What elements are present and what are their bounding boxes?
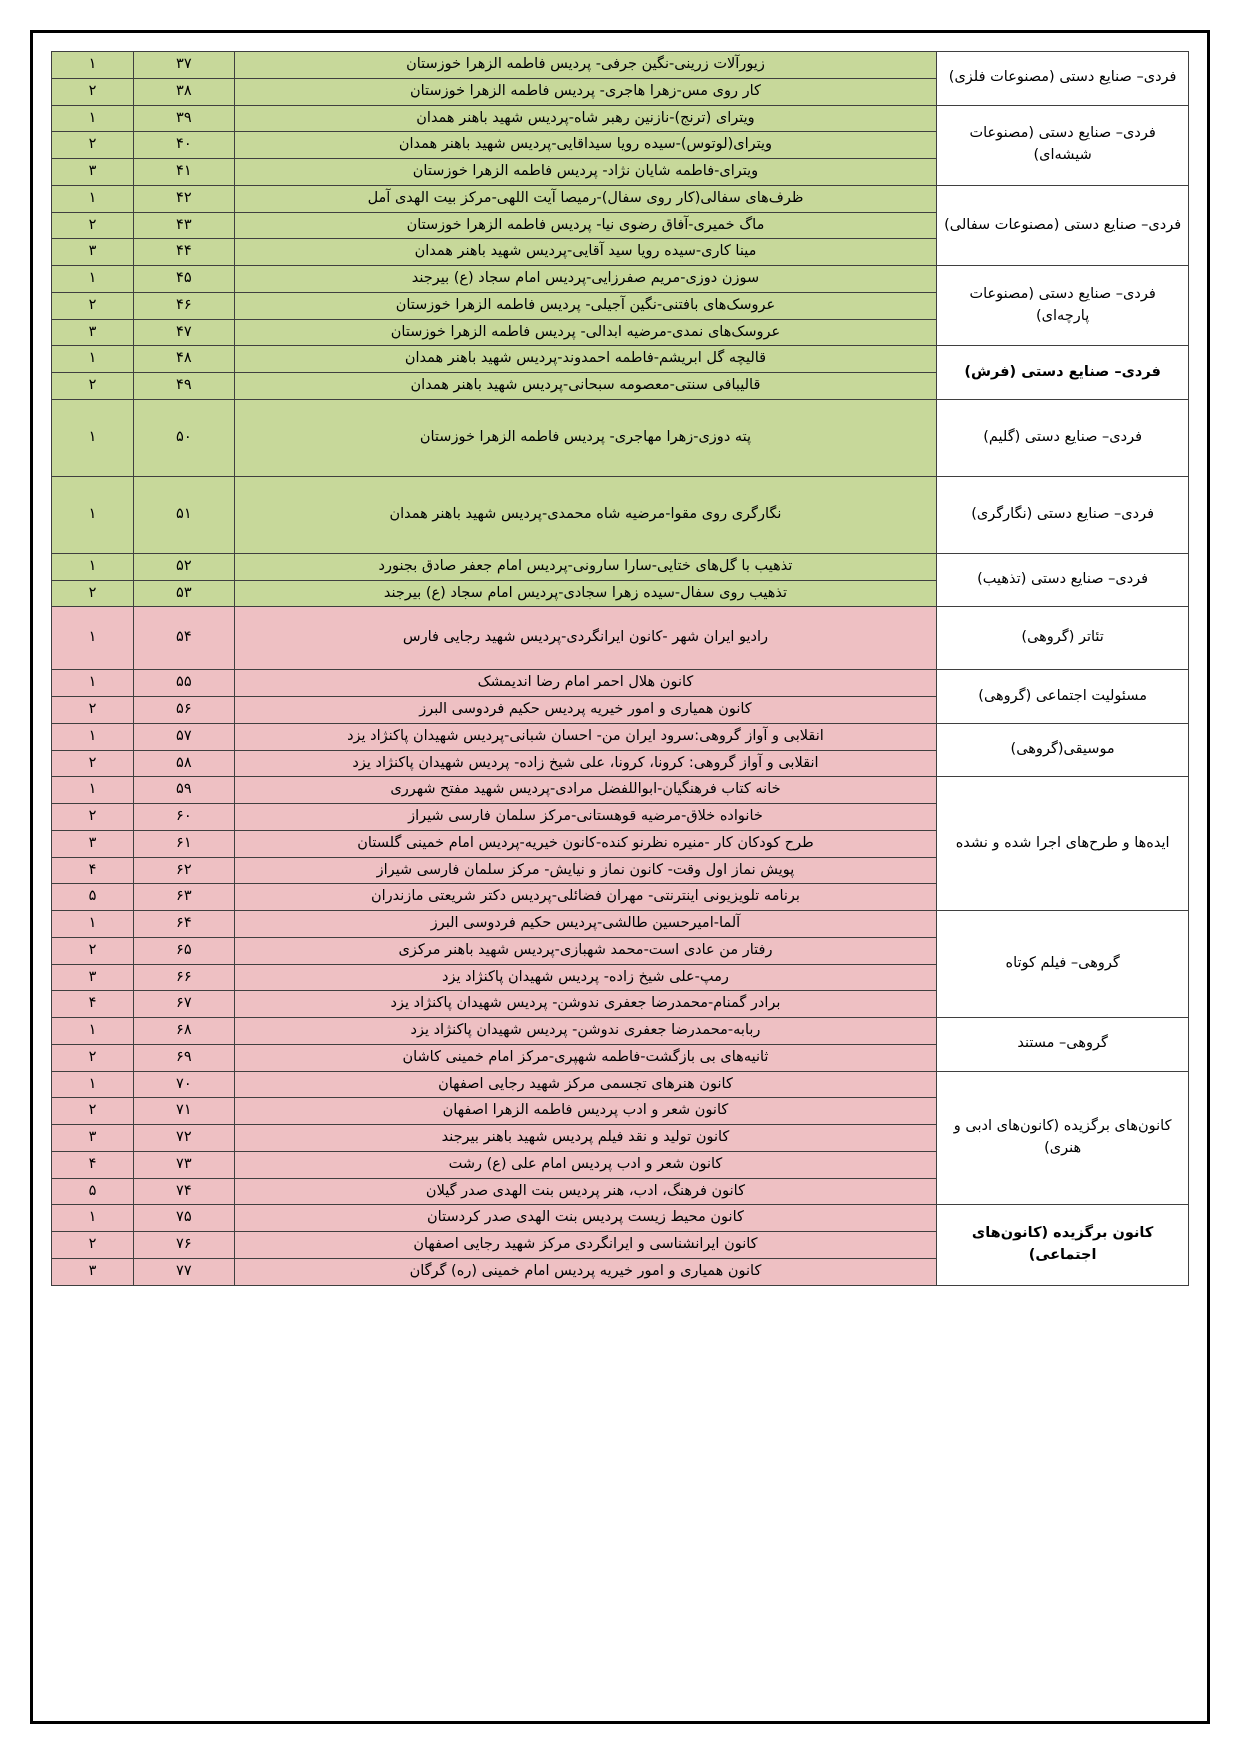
entry-index-cell: ۱ [52, 52, 134, 79]
entry-title-cell: عروسک‌های نمدی-مرضیه ابدالی- پردیس فاطمه الزهرا خوزستان [234, 319, 937, 346]
entry-index-cell: ۱ [52, 1205, 134, 1232]
entry-number-cell: ۷۲ [134, 1125, 235, 1152]
entry-number-cell: ۶۶ [134, 964, 235, 991]
entry-number-cell: ۴۷ [134, 319, 235, 346]
table-row [52, 185, 1189, 212]
entry-number-cell: ۵۴ [134, 607, 235, 670]
entry-index-cell: ۲ [52, 804, 134, 831]
table-row [52, 911, 1189, 938]
entry-title-cell: کانون همیاری و امور خیریه پردیس حکیم فردوسی البرز [234, 697, 937, 724]
table-row [52, 670, 1189, 697]
table-row [52, 607, 1189, 670]
entry-title-cell: رفتار من عادی است-محمد شهبازی-پردیس شهید باهنر مرکزی [234, 937, 937, 964]
entry-index-cell: ۴ [52, 857, 134, 884]
table-row [52, 723, 1189, 750]
entry-number-cell: ۴۰ [134, 132, 235, 159]
entry-number-cell: ۶۵ [134, 937, 235, 964]
table-body [52, 52, 1189, 1286]
entry-number-cell: ۵۵ [134, 670, 235, 697]
entry-index-cell: ۲ [52, 937, 134, 964]
entry-title-cell: خانواده خلاق-مرضیه قوهستانی-مرکز سلمان فارسی شیراز [234, 804, 937, 831]
entry-title-cell: کانون هنرهای تجسمی مرکز شهید رجایی اصفهان [234, 1071, 937, 1098]
table-row [52, 52, 1189, 79]
entry-title-cell: نگارگری روی مقوا-مرضیه شاه محمدی-پردیس شهید باهنر همدان [234, 476, 937, 553]
entry-title-cell: برادر گمنام-محمدرضا جعفری ندوشن- پردیس شهیدان پاکنژاد یزد [234, 991, 937, 1018]
entry-index-cell: ۱ [52, 476, 134, 553]
entry-index-cell: ۳ [52, 1258, 134, 1285]
entry-number-cell: ۶۳ [134, 884, 235, 911]
entry-index-cell: ۱ [52, 346, 134, 373]
entry-title-cell: کانون فرهنگ، ادب، هنر پردیس بنت الهدی صدر گیلان [234, 1178, 937, 1205]
entry-title-cell: قالیچه گل ابریشم-فاطمه احمدوند-پردیس شهید باهنر همدان [234, 346, 937, 373]
category-cell: فردی– صنایع دستی (فرش) [937, 346, 1189, 400]
entry-title-cell: کانون محیط زیست پردیس بنت الهدی صدر کردستان [234, 1205, 937, 1232]
table-row [52, 346, 1189, 373]
entry-index-cell: ۲ [52, 212, 134, 239]
entry-number-cell: ۵۰ [134, 399, 235, 476]
entry-title-cell: طرح کودکان کار -منیره نظرنو کنده-کانون خیریه-پردیس امام خمینی گلستان [234, 830, 937, 857]
entry-title-cell: انقلابی و آواز گروهی:سرود ایران من- احسان شبانی-پردیس شهیدان پاکنژاد یزد [234, 723, 937, 750]
entry-index-cell: ۱ [52, 1071, 134, 1098]
table-row [52, 266, 1189, 293]
category-cell: گروهی– مستند [937, 1018, 1189, 1072]
entry-title-cell: ویترای (ترنج)-نازنین رهبر شاه-پردیس شهید باهنر همدان [234, 105, 937, 132]
entry-index-cell: ۱ [52, 266, 134, 293]
entry-title-cell: خانه کتاب فرهنگیان-ابواللفضل مرادی-پردیس شهید مفتح شهرری [234, 777, 937, 804]
page-frame [30, 30, 1210, 1724]
entry-number-cell: ۶۹ [134, 1044, 235, 1071]
category-cell: فردی– صنایع دستی (مصنوعات فلزی) [937, 52, 1189, 106]
entry-title-cell: سوزن دوزی-مریم صفرزایی-پردیس امام سجاد (ع) بیرجند [234, 266, 937, 293]
entry-number-cell: ۶۷ [134, 991, 235, 1018]
entry-number-cell: ۵۶ [134, 697, 235, 724]
entry-title-cell: تذهیب روی سفال-سیده زهرا سجادی-پردیس امام سجاد (ع) بیرجند [234, 580, 937, 607]
entry-number-cell: ۳۸ [134, 78, 235, 105]
entry-index-cell: ۲ [52, 373, 134, 400]
category-cell: گروهی– فیلم کوتاه [937, 911, 1189, 1018]
entry-title-cell: انقلابی و آواز گروهی: کرونا، کرونا، علی شیخ زاده- پردیس شهیدان پاکنژاد یزد [234, 750, 937, 777]
entry-index-cell: ۱ [52, 670, 134, 697]
entry-title-cell: کار روی مس-زهرا هاجری- پردیس فاطمه الزهرا خوزستان [234, 78, 937, 105]
entry-index-cell: ۲ [52, 1232, 134, 1259]
entry-number-cell: ۶۴ [134, 911, 235, 938]
entry-number-cell: ۶۲ [134, 857, 235, 884]
entry-title-cell: رادیو ایران شهر -کانون ایرانگردی-پردیس شهید رجایی فارس [234, 607, 937, 670]
entry-index-cell: ۴ [52, 991, 134, 1018]
entry-title-cell: کانون همیاری و امور خیریه پردیس امام خمینی (ره) گرگان [234, 1258, 937, 1285]
entry-index-cell: ۳ [52, 964, 134, 991]
entry-index-cell: ۲ [52, 1098, 134, 1125]
entry-index-cell: ۲ [52, 750, 134, 777]
entry-number-cell: ۶۰ [134, 804, 235, 831]
entry-index-cell: ۲ [52, 132, 134, 159]
entry-title-cell: قالیبافی سنتی-معصومه سبحانی-پردیس شهید باهنر همدان [234, 373, 937, 400]
entry-index-cell: ۱ [52, 777, 134, 804]
entry-title-cell: ویترای(لوتوس)-سیده رویا سیداقایی-پردیس شهید باهنر همدان [234, 132, 937, 159]
entry-index-cell: ۱ [52, 185, 134, 212]
entry-title-cell: کانون تولید و نقد فیلم پردیس شهید باهنر بیرجند [234, 1125, 937, 1152]
category-cell: تئاتر (گروهی) [937, 607, 1189, 670]
category-cell: فردی– صنایع دستی (تذهیب) [937, 553, 1189, 607]
category-cell: موسیقی(گروهی) [937, 723, 1189, 777]
category-cell: مسئولیت اجتماعی (گروهی) [937, 670, 1189, 724]
entry-index-cell: ۱ [52, 1018, 134, 1045]
category-cell: فردی– صنایع دستی (مصنوعات پارچه‌ای) [937, 266, 1189, 346]
table-row [52, 105, 1189, 132]
entry-title-cell: کانون هلال احمر امام رضا اندیمشک [234, 670, 937, 697]
entry-number-cell: ۷۵ [134, 1205, 235, 1232]
entry-number-cell: ۴۶ [134, 292, 235, 319]
table-row [52, 777, 1189, 804]
entry-number-cell: ۴۸ [134, 346, 235, 373]
table-row [52, 553, 1189, 580]
entry-index-cell: ۳ [52, 830, 134, 857]
entry-number-cell: ۵۱ [134, 476, 235, 553]
entry-title-cell: رمپ-علی شیخ زاده- پردیس شهیدان پاکنژاد یزد [234, 964, 937, 991]
table-row [52, 1018, 1189, 1045]
entry-number-cell: ۴۵ [134, 266, 235, 293]
entry-index-cell: ۵ [52, 884, 134, 911]
entry-title-cell: پته دوزی-زهرا مهاجری- پردیس فاطمه الزهرا خوزستان [234, 399, 937, 476]
entry-index-cell: ۳ [52, 159, 134, 186]
category-cell: کانون برگزیده (کانون‌های اجتماعی) [937, 1205, 1189, 1285]
entry-title-cell: مینا کاری-سیده رویا سید آقایی-پردیس شهید باهنر همدان [234, 239, 937, 266]
entry-number-cell: ۶۱ [134, 830, 235, 857]
entry-index-cell: ۲ [52, 580, 134, 607]
entry-number-cell: ۷۶ [134, 1232, 235, 1259]
entry-number-cell: ۶۸ [134, 1018, 235, 1045]
entry-number-cell: ۵۳ [134, 580, 235, 607]
entry-index-cell: ۱ [52, 607, 134, 670]
entry-title-cell: برنامه تلویزیونی اینترنتی- مهران فضائلی-پردیس دکتر شریعتی مازندران [234, 884, 937, 911]
entry-title-cell: ماگ خمیری-آفاق رضوی نیا- پردیس فاطمه الزهرا خوزستان [234, 212, 937, 239]
entry-number-cell: ۴۲ [134, 185, 235, 212]
category-cell: فردی– صنایع دستی (مصنوعات سفالی) [937, 185, 1189, 265]
category-cell: فردی– صنایع دستی (مصنوعات شیشه‌ای) [937, 105, 1189, 185]
entry-number-cell: ۴۱ [134, 159, 235, 186]
entry-title-cell: ویترای-فاطمه شایان نژاد- پردیس فاطمه الزهرا خوزستان [234, 159, 937, 186]
entry-index-cell: ۱ [52, 553, 134, 580]
entry-title-cell: ثانیه‌های بی بازگشت-فاطمه شهپری-مرکز امام خمینی کاشان [234, 1044, 937, 1071]
entry-number-cell: ۵۲ [134, 553, 235, 580]
entry-index-cell: ۳ [52, 319, 134, 346]
entry-title-cell: عروسک‌های بافتنی-نگین آجیلی- پردیس فاطمه الزهرا خوزستان [234, 292, 937, 319]
entry-index-cell: ۱ [52, 399, 134, 476]
entry-title-cell: زیورآلات زرینی-نگین جرفی- پردیس فاطمه الزهرا خوزستان [234, 52, 937, 79]
entry-number-cell: ۵۷ [134, 723, 235, 750]
table-row [52, 476, 1189, 553]
entry-number-cell: ۴۳ [134, 212, 235, 239]
entry-index-cell: ۵ [52, 1178, 134, 1205]
results-table [51, 51, 1189, 1286]
entry-index-cell: ۲ [52, 78, 134, 105]
entry-number-cell: ۷۳ [134, 1151, 235, 1178]
entry-number-cell: ۷۷ [134, 1258, 235, 1285]
entry-title-cell: تذهیب با گل‌های ختایی-سارا سارونی-پردیس امام جعفر صادق بجنورد [234, 553, 937, 580]
category-cell: فردی– صنایع دستی (گلیم) [937, 399, 1189, 476]
entry-title-cell: کانون ایرانشناسی و ایرانگردی مرکز شهید رجایی اصفهان [234, 1232, 937, 1259]
entry-index-cell: ۴ [52, 1151, 134, 1178]
entry-number-cell: ۴۹ [134, 373, 235, 400]
entry-number-cell: ۳۹ [134, 105, 235, 132]
entry-index-cell: ۲ [52, 292, 134, 319]
entry-index-cell: ۱ [52, 105, 134, 132]
entry-index-cell: ۲ [52, 1044, 134, 1071]
entry-number-cell: ۷۴ [134, 1178, 235, 1205]
entry-index-cell: ۱ [52, 723, 134, 750]
entry-number-cell: ۷۱ [134, 1098, 235, 1125]
category-cell: ایده‌ها و طرح‌های اجرا شده و نشده [937, 777, 1189, 911]
table-row [52, 399, 1189, 476]
entry-title-cell: ظرف‌های سفالی(کار روی سفال)-رمیصا آیت اللهی-مرکز بیت الهدی آمل [234, 185, 937, 212]
entry-number-cell: ۵۸ [134, 750, 235, 777]
entry-number-cell: ۵۹ [134, 777, 235, 804]
table-row [52, 1071, 1189, 1098]
entry-index-cell: ۱ [52, 911, 134, 938]
entry-title-cell: آلما-امیرحسین طالشی-پردیس حکیم فردوسی البرز [234, 911, 937, 938]
entry-number-cell: ۳۷ [134, 52, 235, 79]
entry-index-cell: ۳ [52, 1125, 134, 1152]
category-cell: فردی– صنایع دستی (نگارگری) [937, 476, 1189, 553]
category-cell: کانون‌های برگزیده (کانون‌های ادبی و هنری) [937, 1071, 1189, 1205]
entry-number-cell: ۷۰ [134, 1071, 235, 1098]
entry-index-cell: ۳ [52, 239, 134, 266]
entry-title-cell: کانون شعر و ادب پردیس امام علی (ع) رشت [234, 1151, 937, 1178]
table-row [52, 1205, 1189, 1232]
entry-title-cell: ربابه-محمدرضا جعفری ندوشن- پردیس شهیدان پاکنژاد یزد [234, 1018, 937, 1045]
entry-number-cell: ۴۴ [134, 239, 235, 266]
entry-title-cell: کانون شعر و ادب پردیس فاطمه الزهرا اصفهان [234, 1098, 937, 1125]
entry-title-cell: پویش نماز اول وقت- کانون نماز و نیایش- مرکز سلمان فارسی شیراز [234, 857, 937, 884]
entry-index-cell: ۲ [52, 697, 134, 724]
